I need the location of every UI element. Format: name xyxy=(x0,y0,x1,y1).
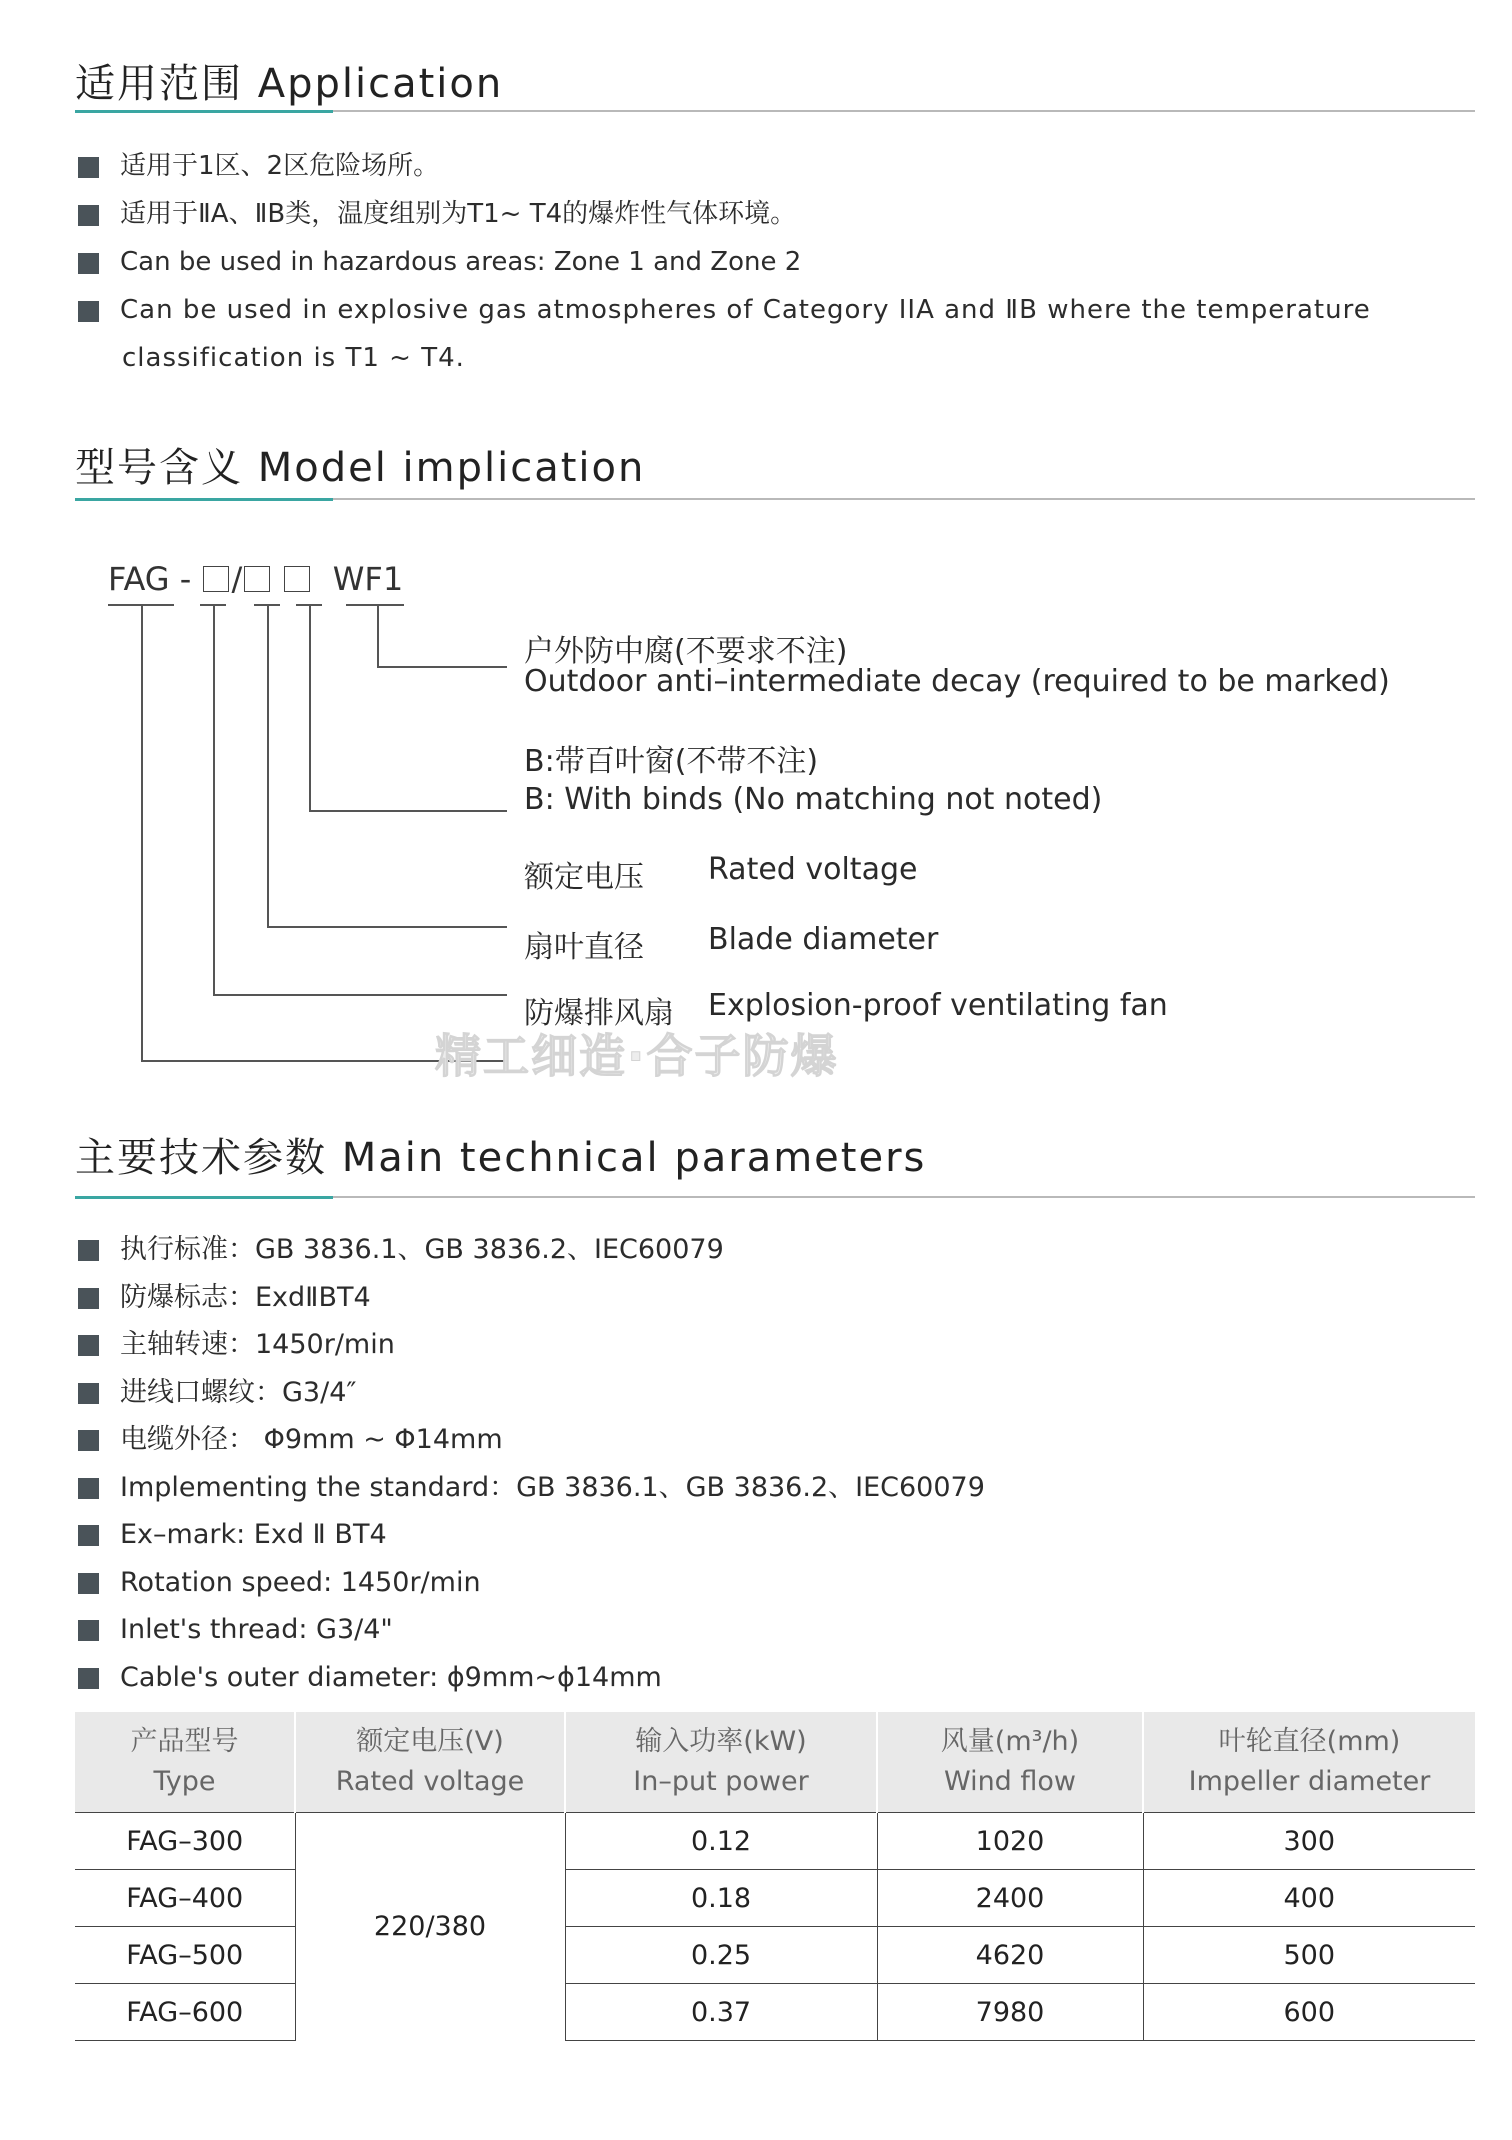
label-blade-en: Blade diameter xyxy=(708,922,939,957)
cell-power: 0.18 xyxy=(565,1870,877,1927)
cell-type: FAG–300 xyxy=(75,1813,295,1870)
code-underline xyxy=(346,604,404,606)
bullet-square-icon xyxy=(78,1573,99,1594)
list-item: Ex–mark: Exd Ⅱ BT4 xyxy=(78,1511,1498,1559)
tech-section-header xyxy=(75,1126,1475,1183)
tech-list xyxy=(78,1226,1498,1701)
section-divider xyxy=(75,110,1475,112)
cell-type: FAG–400 xyxy=(75,1870,295,1927)
list-item: 适用于1区、2区危险场所。 xyxy=(78,142,1498,190)
cell-flow: 7980 xyxy=(877,1984,1143,2041)
cell-flow: 2400 xyxy=(877,1870,1143,1927)
connector-line xyxy=(141,604,143,1060)
label-outdoor-cn: 户外防中腐(不要求不注) xyxy=(524,634,848,669)
table-row xyxy=(75,1927,1475,1984)
application-section-header xyxy=(75,52,1475,109)
connector-line xyxy=(267,604,269,926)
list-item: Can be used in hazardous areas: Zone 1 and Zone 2 xyxy=(78,238,1498,286)
bullet-square-icon xyxy=(78,1620,99,1641)
list-item: Cable's outer diameter: ϕ9mm~ϕ14mm xyxy=(78,1654,1498,1702)
application-list xyxy=(78,142,1498,382)
placeholder-box xyxy=(284,566,310,592)
bullet-square-icon xyxy=(78,1288,99,1309)
connector-line xyxy=(213,994,507,996)
cell-power: 0.25 xyxy=(565,1927,877,1984)
connector-line xyxy=(309,810,507,812)
list-item: 执行标准：GB 3836.1、GB 3836.2、IEC60079 xyxy=(78,1226,1498,1274)
cell-diameter: 300 xyxy=(1143,1813,1475,1870)
header-type: 产品型号 Type xyxy=(75,1712,295,1813)
label-fan-en: Explosion-proof ventilating fan xyxy=(708,988,1168,1023)
table-row xyxy=(75,1984,1475,2041)
label-blade-cn: 扇叶直径 xyxy=(524,930,644,965)
cell-diameter: 500 xyxy=(1143,1927,1475,1984)
cell-type: FAG–500 xyxy=(75,1927,295,1984)
label-voltage-en: Rated voltage xyxy=(708,852,918,887)
list-item: 主轴转速：1450r/min xyxy=(78,1321,1498,1369)
section-divider xyxy=(75,498,1475,500)
connector-line xyxy=(267,926,507,928)
bullet-square-icon xyxy=(78,1240,99,1261)
list-item: Implementing the standard：GB 3836.1、GB 3836.2、IEC60079 xyxy=(78,1464,1498,1512)
section-divider xyxy=(75,1196,1475,1198)
placeholder-box xyxy=(244,566,270,592)
bullet-square-icon xyxy=(78,1668,99,1689)
list-item-continuation: classification is T1 ~ T4. xyxy=(122,343,465,373)
bullet-square-icon xyxy=(78,301,99,322)
list-item: Inlet's thread: G3/4" xyxy=(78,1606,1498,1654)
label-blinds-cn: B:带百叶窗(不带不注) xyxy=(524,744,819,779)
bullet-square-icon xyxy=(78,1335,99,1356)
label-fan-cn: 防爆排风扇 xyxy=(524,996,674,1031)
bullet-square-icon xyxy=(78,157,99,178)
list-item: 防爆标志：ExdⅡBT4 xyxy=(78,1274,1498,1322)
list-item: 适用于ⅡA、ⅡB类，温度组别为T1~ T4的爆炸性气体环境。 xyxy=(78,190,1498,238)
bullet-square-icon xyxy=(78,1383,99,1404)
list-item: 进线口螺纹：G3/4″ xyxy=(78,1369,1498,1417)
label-outdoor-en: Outdoor anti–intermediate decay (required to be marked) xyxy=(524,664,1390,699)
cell-diameter: 400 xyxy=(1143,1870,1475,1927)
list-item: Rotation speed: 1450r/min xyxy=(78,1559,1498,1607)
model-title: 型号含义 Model implication xyxy=(75,445,646,491)
bullet-square-icon xyxy=(78,1430,99,1451)
bullet-square-icon xyxy=(78,205,99,226)
connector-line xyxy=(377,666,507,668)
list-item: Can be used in explosive gas atmospheres of Category IIA and ⅡB where the temperature classification is T1 ~ T4. xyxy=(78,286,1498,382)
cell-type: FAG–600 xyxy=(75,1984,295,2041)
table-header-row xyxy=(75,1712,1475,1813)
label-voltage-cn: 额定电压 xyxy=(524,860,644,895)
header-diameter: 叶轮直径(mm) Impeller diameter xyxy=(1143,1712,1475,1813)
bullet-square-icon xyxy=(78,253,99,274)
header-flow: 风量(m³/h) Wind flow xyxy=(877,1712,1143,1813)
table-row xyxy=(75,1870,1475,1927)
divider-accent xyxy=(75,498,333,501)
placeholder-box xyxy=(203,566,229,592)
connector-line xyxy=(213,604,215,994)
label-blinds-en: B: With binds (No matching not noted) xyxy=(524,782,1103,817)
connector-line xyxy=(377,604,379,666)
header-voltage: 额定电压(V) Rated voltage xyxy=(295,1712,565,1813)
cell-flow: 4620 xyxy=(877,1927,1143,1984)
divider-accent xyxy=(75,1196,333,1199)
cell-power: 0.12 xyxy=(565,1813,877,1870)
header-power: 输入功率(kW) In–put power xyxy=(565,1712,877,1813)
table-row xyxy=(75,1813,1475,1870)
model-code-diagram xyxy=(0,550,1512,1050)
parameters-table xyxy=(75,1712,1475,2041)
connector-line xyxy=(309,604,311,810)
model-section-header xyxy=(75,436,1475,493)
cell-diameter: 600 xyxy=(1143,1984,1475,2041)
watermark: 精工细造·合子防爆 xyxy=(435,1029,839,1083)
tech-title: 主要技术参数 Main technical parameters xyxy=(75,1135,927,1181)
cell-power: 0.37 xyxy=(565,1984,877,2041)
divider-accent xyxy=(75,110,333,113)
application-title: 适用范围 Application xyxy=(75,61,504,107)
cell-flow: 1020 xyxy=(877,1813,1143,1870)
bullet-square-icon xyxy=(78,1478,99,1499)
model-code: FAG - / WF1 xyxy=(108,560,404,598)
list-item: 电缆外径： Φ9mm ~ Φ14mm xyxy=(78,1416,1498,1464)
bullet-square-icon xyxy=(78,1525,99,1546)
cell-voltage: 220/380 xyxy=(295,1813,565,2041)
